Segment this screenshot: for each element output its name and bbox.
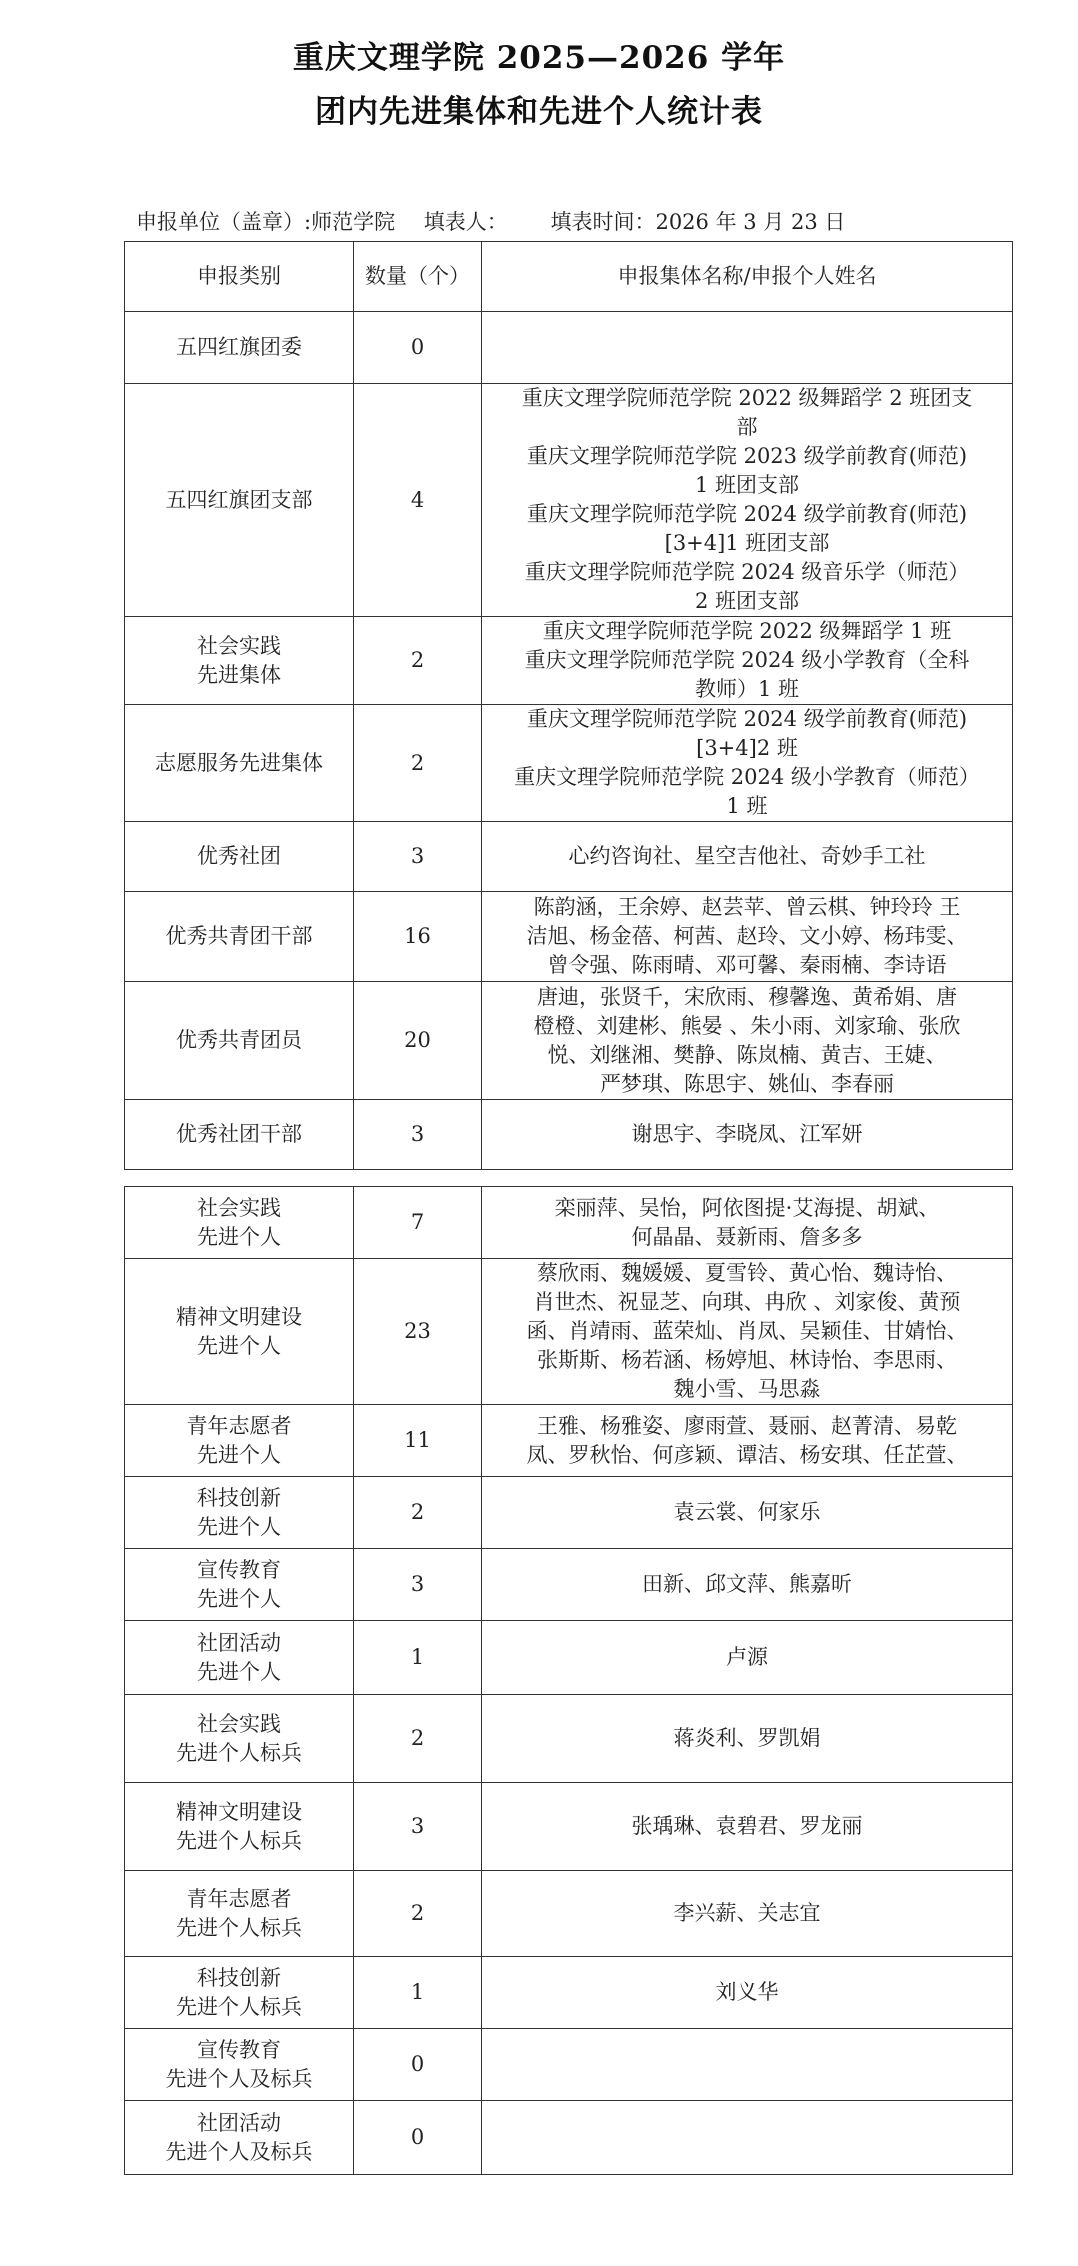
table-header-row [125, 242, 1013, 312]
table-row [125, 1783, 1013, 1871]
count-cell: 2 [354, 1871, 482, 1957]
name-line: 唐迪，张贤千，宋欣雨、穆馨逸、黄希娟、唐 [537, 984, 957, 1009]
names-cell [482, 705, 1013, 822]
table-row [125, 1100, 1013, 1170]
category-cell [125, 1695, 354, 1783]
category-line: 先进个人标兵 [176, 1740, 302, 1765]
category-line: 五四红旗团委 [176, 335, 302, 359]
category-line: 先进个人 [197, 1514, 281, 1539]
document-title-line1: 重庆文理学院 2025—2026 学年 [292, 40, 786, 76]
name-line: 重庆文理学院师范学院 2023 级学前教育(师范) [526, 444, 968, 468]
table-row [125, 1477, 1013, 1549]
category-line: 五四红旗团支部 [165, 487, 313, 512]
category-cell [125, 705, 354, 822]
name-line: 心约咨询社、星空吉他社、奇妙手工社 [568, 844, 926, 868]
name-line: 重庆文理学院师范学院 2024 级小学教育（全科 [524, 648, 970, 672]
count-cell: 23 [354, 1259, 482, 1405]
category-header: 申报类别 [125, 242, 354, 312]
category-line: 优秀共青团干部 [165, 924, 313, 948]
form-meta [136, 206, 867, 236]
name-line: 重庆文理学院师范学院 2024 级小学教育（师范） [514, 765, 980, 789]
name-line: 重庆文理学院师范学院 2024 级学前教育(师范) [526, 707, 968, 731]
category-line: 先进个人 [197, 1442, 281, 1467]
statistics-table-part2 [124, 1186, 1013, 2175]
category-line: 先进个人及标兵 [165, 2139, 313, 2164]
table-row [125, 2101, 1013, 2175]
category-cell [125, 312, 354, 384]
category-line: 先进个人标兵 [176, 1828, 302, 1853]
category-line: 科技创新 [197, 1485, 281, 1510]
name-line: 函、肖靖雨、蓝荣灿、肖凤、吴颖佳、甘婧怡、 [526, 1319, 968, 1343]
table-row [125, 1405, 1013, 1477]
form-date: 填表时间：2026 年 3 月 23 日 [550, 210, 846, 234]
count-cell: 1 [354, 1957, 482, 2029]
statistics-table-part1 [124, 241, 1013, 1170]
name-line: 田新、邱文萍、熊嘉昕 [642, 1572, 852, 1596]
name-line: 张瑀琳、袁碧君、罗龙丽 [631, 1814, 863, 1838]
count-cell: 20 [354, 982, 482, 1100]
category-cell [125, 1957, 354, 2029]
table-row [125, 617, 1013, 705]
name-line: 李兴薪、关志宜 [673, 1901, 821, 1925]
table-row [125, 1549, 1013, 1621]
category-line: 青年志愿者 [186, 1413, 292, 1438]
name-line: 洁旭、杨金蓓、柯茜、赵玲、文小婷、杨玮雯、 [526, 924, 968, 948]
category-line: 社会实践 [197, 1195, 281, 1220]
count-cell: 16 [354, 892, 482, 982]
category-cell [125, 1871, 354, 1957]
table-row [125, 892, 1013, 982]
category-line: 科技创新 [197, 1965, 281, 1990]
category-line: 宣传教育 [197, 1557, 281, 1582]
name-line: [3+4]2 班 [696, 736, 798, 760]
names-cell [482, 1783, 1013, 1871]
document-title-line2: 团内先进集体和先进个人统计表 [315, 94, 763, 130]
names-cell [482, 1871, 1013, 1957]
category-line: 先进个人 [197, 1333, 281, 1358]
name-line: 卢源 [726, 1645, 768, 1669]
category-cell [125, 1477, 354, 1549]
category-line: 先进集体 [197, 662, 281, 687]
category-line: 社会实践 [197, 633, 281, 658]
names-cell [482, 312, 1013, 384]
names-cell [482, 1187, 1013, 1259]
category-line: 精神文明建设 [176, 1304, 302, 1329]
table-row [125, 822, 1013, 892]
names-cell [482, 1477, 1013, 1549]
table-row [125, 1187, 1013, 1259]
names-cell [482, 1957, 1013, 2029]
category-cell [125, 1783, 354, 1871]
name-line: 教师）1 班 [694, 677, 800, 701]
count-cell: 3 [354, 1100, 482, 1170]
category-line: 优秀社团干部 [176, 1122, 302, 1146]
table-row [125, 1695, 1013, 1783]
category-cell [125, 384, 354, 617]
name-line: 部 [736, 415, 758, 439]
count-header: 数量（个） [354, 242, 482, 312]
count-cell: 0 [354, 312, 482, 384]
category-cell [125, 982, 354, 1100]
count-cell: 11 [354, 1405, 482, 1477]
count-cell: 3 [354, 1783, 482, 1871]
name-line: 肖世杰、祝显芝、向琪、冉欣 、刘家俊、黄预 [533, 1290, 961, 1314]
name-line: 曾令强、陈雨晴、邓可馨、秦雨楠、李诗语 [547, 953, 947, 977]
name-line: 陈韵涵，王余婷、赵芸苹、曾云棋、钟玲玲 王 [533, 895, 961, 919]
category-line: 志愿服务先进集体 [155, 750, 323, 775]
count-cell: 1 [354, 1621, 482, 1695]
form-filler: 填表人： [423, 210, 508, 234]
category-line: 社会实践 [197, 1711, 281, 1736]
count-cell: 2 [354, 705, 482, 822]
category-line: 先进个人 [197, 1659, 281, 1684]
category-line: 优秀共青团员 [176, 1028, 302, 1052]
table-row [125, 384, 1013, 617]
count-cell: 2 [354, 1477, 482, 1549]
count-cell: 7 [354, 1187, 482, 1259]
category-cell [125, 1187, 354, 1259]
names-cell [482, 822, 1013, 892]
reporting-unit: 申报单位（盖章）:师范学院 [136, 210, 396, 234]
category-line: 宣传教育 [197, 2037, 281, 2062]
name-line: 栾丽萍、吴怡，阿依图提·艾海提、胡斌、 [554, 1195, 940, 1220]
name-line: 袁云裳、何家乐 [673, 1500, 821, 1524]
count-cell: 2 [354, 1695, 482, 1783]
table-row [125, 1957, 1013, 2029]
table-row [125, 705, 1013, 822]
category-line: 优秀社团 [197, 844, 281, 868]
name-line: 刘义华 [715, 1980, 779, 2004]
names-cell [482, 2101, 1013, 2175]
category-line: 社团活动 [197, 2110, 281, 2135]
name-line: 重庆文理学院师范学院 2024 级音乐学（师范） [524, 560, 970, 584]
category-cell [125, 2101, 354, 2175]
category-line: 先进个人 [197, 1224, 281, 1249]
category-line: 先进个人标兵 [176, 1994, 302, 2019]
count-cell: 4 [354, 384, 482, 617]
category-line: 先进个人及标兵 [165, 2066, 313, 2091]
name-line: 悦、刘继湘、樊静、陈岚楠、黄吉、王婕、 [547, 1042, 947, 1067]
category-cell [125, 2029, 354, 2101]
names-cell [482, 1549, 1013, 1621]
category-line: 先进个人标兵 [176, 1915, 302, 1940]
category-cell [125, 892, 354, 982]
names-cell [482, 1259, 1013, 1405]
name-line: 重庆文理学院师范学院 2022 级舞蹈学 2 班团支 [521, 386, 973, 410]
name-line: 重庆文理学院师范学院 2024 级学前教育(师范) [526, 502, 968, 526]
name-line: 蒋炎利、罗凯娟 [673, 1726, 821, 1750]
names-cell [482, 982, 1013, 1100]
count-cell: 0 [354, 2029, 482, 2101]
table-row [125, 312, 1013, 384]
name-line: [3+4]1 班团支部 [664, 531, 830, 555]
names-cell [482, 892, 1013, 982]
category-cell [125, 1100, 354, 1170]
names-cell [482, 1695, 1013, 1783]
category-cell [125, 1259, 354, 1405]
name-line: 2 班团支部 [694, 589, 800, 613]
table-row [125, 1621, 1013, 1695]
names-header: 申报集体名称/申报个人姓名 [482, 242, 1013, 312]
name-line: 1 班 [726, 794, 768, 818]
name-line: 王雅、杨雅姿、廖雨萱、聂丽、赵菁清、易乾 [537, 1413, 957, 1438]
category-line: 社团活动 [197, 1630, 281, 1655]
table-row [125, 1871, 1013, 1957]
names-cell [482, 617, 1013, 705]
category-cell [125, 1621, 354, 1695]
count-cell: 0 [354, 2101, 482, 2175]
name-line: 重庆文理学院师范学院 2022 级舞蹈学 1 班 [542, 619, 952, 643]
names-cell [482, 1621, 1013, 1695]
count-cell: 3 [354, 1549, 482, 1621]
name-line: 蔡欣雨、魏媛媛、夏雪铃、黄心怡、魏诗怡、 [537, 1261, 957, 1285]
names-cell [482, 1405, 1013, 1477]
name-line: 严梦琪、陈思宇、姚仙、李春丽 [600, 1071, 894, 1096]
count-cell: 3 [354, 822, 482, 892]
category-line: 先进个人 [197, 1586, 281, 1611]
name-line: 1 班团支部 [694, 473, 800, 497]
table-row [125, 2029, 1013, 2101]
names-cell [482, 2029, 1013, 2101]
name-line: 谢思宇、李晓凤、江军妍 [631, 1122, 863, 1146]
name-line: 魏小雪、马思淼 [673, 1377, 821, 1401]
category-line: 青年志愿者 [186, 1886, 292, 1911]
category-cell [125, 822, 354, 892]
category-cell [125, 1405, 354, 1477]
category-cell [125, 617, 354, 705]
name-line: 橙橙、刘建彬、熊晏 、朱小雨、刘家瑜、张欣 [533, 1013, 961, 1038]
name-line: 凤、罗秋怡、何彦颖、谭洁、杨安琪、任芷萱、 [526, 1442, 968, 1467]
table-row [125, 1259, 1013, 1405]
names-cell [482, 384, 1013, 617]
table-row [125, 982, 1013, 1100]
names-cell [482, 1100, 1013, 1170]
count-cell: 2 [354, 617, 482, 705]
category-line: 精神文明建设 [176, 1799, 302, 1824]
category-cell [125, 1549, 354, 1621]
name-line: 何晶晶、聂新雨、詹多多 [631, 1224, 863, 1249]
name-line: 张斯斯、杨若涵、杨婷旭、林诗怡、李思雨、 [537, 1348, 957, 1372]
